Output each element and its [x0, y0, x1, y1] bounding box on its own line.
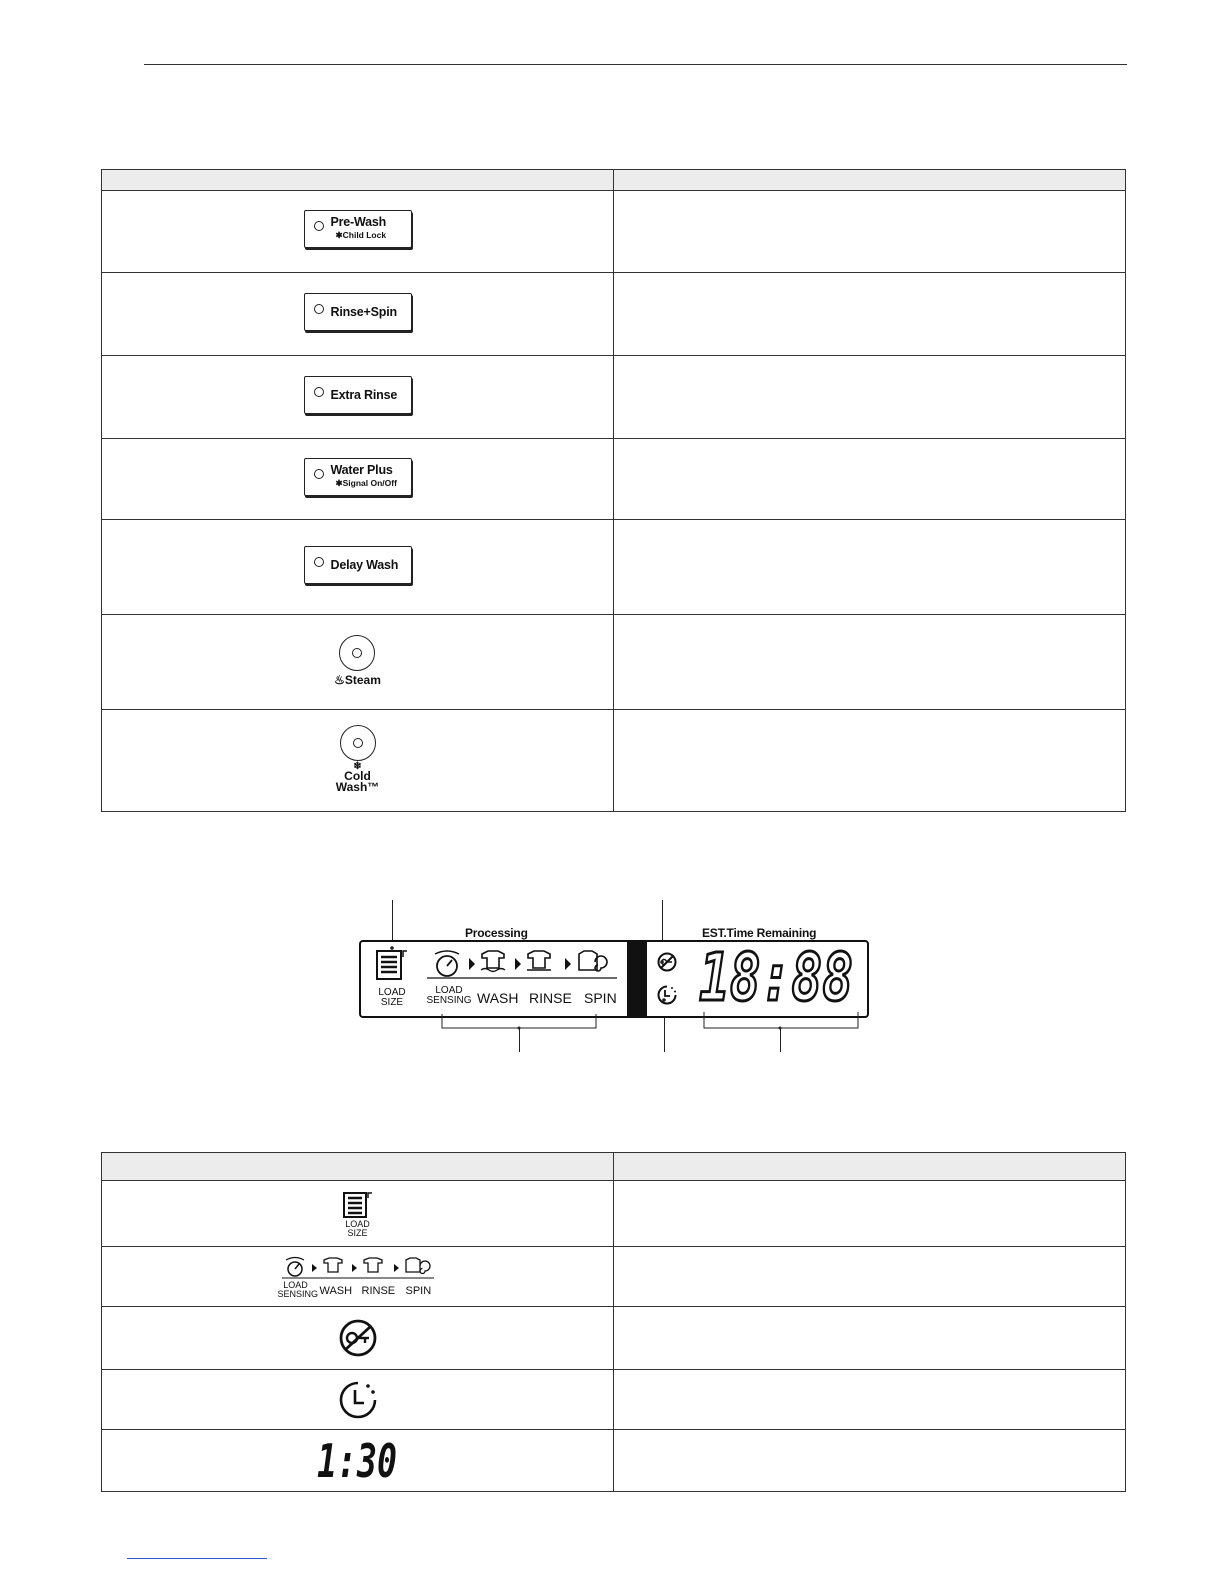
table-row	[102, 710, 1126, 812]
table-row	[102, 1247, 1126, 1307]
delay-timer-icon	[337, 1379, 379, 1421]
top-rule	[144, 64, 1127, 65]
pre-wash-description	[614, 191, 1126, 273]
snowflake-icon: ❄	[353, 761, 362, 772]
extra-rinse-button[interactable]	[304, 376, 412, 414]
load-sensing-icon	[435, 951, 459, 976]
processing-label: Processing	[465, 926, 528, 940]
table-row	[102, 1307, 1126, 1370]
spin-label: SPIN	[405, 1284, 432, 1297]
display-header-col1	[102, 1153, 614, 1181]
cycle-status-description	[614, 1247, 1126, 1307]
display-table-header	[102, 1153, 1126, 1181]
wash-label: WASH	[319, 1284, 353, 1297]
options-table	[101, 169, 1126, 812]
child-lock-icon	[338, 1318, 378, 1358]
load-size-label: LOAD	[378, 987, 406, 998]
led-indicator-icon	[314, 221, 324, 231]
table-row	[102, 615, 1126, 710]
load-size-label-2: SIZE	[380, 997, 404, 1008]
load-size-label: LOAD	[345, 1218, 370, 1229]
time-display	[313, 1433, 403, 1488]
table-row	[102, 273, 1126, 356]
water-plus-button[interactable]	[304, 458, 412, 496]
leader-line	[780, 1028, 781, 1052]
load-size-icon	[375, 948, 409, 982]
panel-divider	[627, 942, 647, 1016]
display-panel	[359, 940, 869, 1018]
pre-wash-button[interactable]	[304, 210, 412, 248]
options-table-header	[102, 170, 1126, 191]
steam-description	[614, 615, 1126, 710]
options-header-col2	[614, 170, 1126, 191]
time-remaining-display	[697, 939, 857, 1016]
time-bracket	[702, 1012, 862, 1030]
delay-timer-description	[614, 1370, 1126, 1430]
round-button-icon	[340, 725, 376, 761]
rinse-label: RINSE	[361, 1284, 396, 1297]
led-indicator-icon	[314, 557, 324, 567]
leader-line	[519, 1028, 520, 1052]
rinse-spin-label: Rinse+Spin	[330, 304, 397, 319]
cold-label: Cold	[344, 769, 371, 783]
options-header-col1	[102, 170, 614, 191]
load-size-icon	[341, 1190, 375, 1220]
table-row	[102, 356, 1126, 439]
table-row	[102, 1181, 1126, 1247]
wash-step-label: WASH	[477, 990, 519, 1006]
delay-wash-button[interactable]	[304, 546, 412, 584]
extra-rinse-description	[614, 356, 1126, 439]
load-sensing-label-2: SENSING	[277, 1288, 319, 1299]
arrow-icon	[515, 958, 521, 970]
steam-label: Steam	[344, 673, 381, 687]
footer-link-underline	[127, 1558, 267, 1559]
spin-step-label: SPIN	[584, 990, 617, 1006]
led-indicator-icon	[314, 469, 324, 479]
steam-icon: ♨	[334, 673, 345, 687]
child-lock-sublabel: ✱Child Lock	[335, 230, 387, 240]
cold-wash-description	[614, 710, 1126, 812]
delay-wash-label: Delay Wash	[330, 557, 399, 572]
rinse-spin-description	[614, 273, 1126, 356]
display-table	[101, 1152, 1126, 1492]
wash-icon	[481, 951, 505, 972]
steam-button[interactable]	[334, 635, 381, 686]
load-size-description	[614, 1181, 1126, 1247]
water-plus-label: Water Plus	[330, 462, 393, 477]
arrow-icon	[469, 958, 475, 970]
round-button-icon	[339, 635, 375, 671]
spin-icon	[579, 951, 607, 971]
time-display-description	[614, 1430, 1126, 1492]
load-size-label-2: SIZE	[347, 1227, 368, 1238]
led-indicator-icon	[314, 304, 324, 314]
cycle-bracket	[440, 1014, 600, 1030]
arrow-icon	[565, 958, 571, 970]
table-row	[102, 439, 1126, 520]
pre-wash-label: Pre-Wash	[330, 215, 387, 229]
table-row	[102, 1430, 1126, 1492]
load-sensing-label: LOAD	[283, 1279, 308, 1290]
load-sensing-label: LOAD	[435, 985, 463, 996]
load-sensing-label-2: SENSING	[426, 995, 472, 1006]
led-indicator-icon	[314, 387, 324, 397]
time-display-text: 18:88	[699, 939, 853, 1016]
time-remaining-label: EST.Time Remaining	[702, 926, 817, 940]
rinse-spin-button[interactable]	[304, 293, 412, 331]
cycle-status-icon	[278, 1255, 438, 1279]
delay-wash-description	[614, 520, 1126, 615]
table-row	[102, 191, 1126, 273]
signal-sublabel: ✱Signal On/Off	[335, 477, 397, 488]
rinse-icon	[527, 951, 551, 970]
table-row	[102, 520, 1126, 615]
water-plus-description	[614, 439, 1126, 520]
child-lock-description	[614, 1307, 1126, 1370]
time-display-value: 1:30	[316, 1433, 397, 1488]
rinse-step-label: RINSE	[529, 990, 572, 1006]
wash-label: Wash™	[335, 780, 380, 794]
table-row	[102, 1370, 1126, 1430]
cold-wash-button[interactable]	[336, 725, 380, 793]
display-header-col2	[614, 1153, 1126, 1181]
extra-rinse-label: Extra Rinse	[330, 387, 398, 402]
cycle-status-icons	[427, 948, 623, 980]
